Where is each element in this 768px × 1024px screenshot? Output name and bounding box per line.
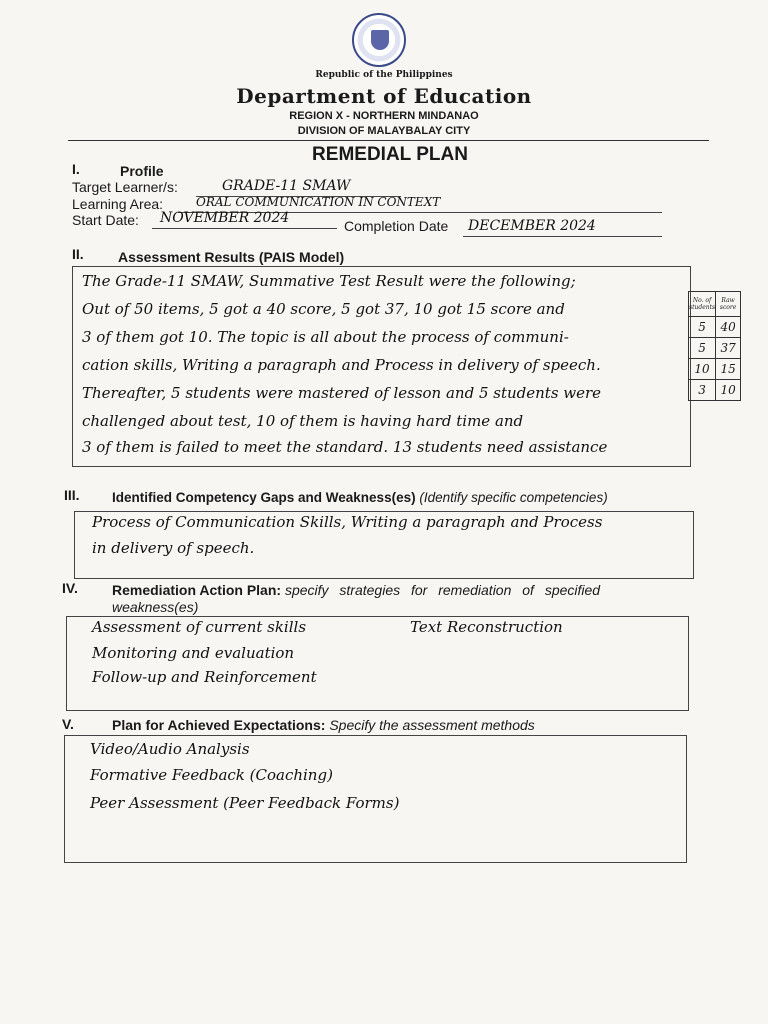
section-2-title: Assessment Results (PAIS Model) [118,249,345,265]
gaps-line: in delivery of speech. [92,539,255,557]
completion-date-line [463,236,662,237]
score-table-cell: 10 [689,359,716,380]
section-5-heading: Plan for Achieved Expectations: [112,717,326,733]
section-4-heading: Remediation Action Plan: [112,582,282,598]
section-5-note: Specify the assessment methods [329,717,535,733]
assessment-line: 3 of them got 10. The topic is all about the process of communi- [82,328,569,346]
score-table-cell: 37 [716,338,741,359]
target-learner-label: Target Learner/s: [72,179,178,195]
division-heading: DIVISION OF MALAYBALAY CITY [297,125,471,137]
score-table-cell: 3 [689,380,716,401]
section-3-heading: Identified Competency Gaps and Weakness(es) [112,490,416,505]
start-date-label: Start Date: [72,212,139,228]
completion-date-value: DECEMBER 2024 [468,218,596,234]
remediation-line: Follow-up and Reinforcement [92,668,317,686]
completion-date-label: Completion Date [344,218,449,234]
section-1-title: Profile [120,163,164,179]
remediation-side-item: Text Reconstruction [410,618,563,636]
header-divider [68,140,709,141]
target-learner-value: GRADE-11 SMAW [222,178,351,194]
assessment-line: cation skills, Writing a paragraph and Process in delivery of speech. [82,356,601,374]
score-table-cell: 5 [689,317,716,338]
republic-heading: Republic of the Philippines [315,70,453,80]
deped-seal-icon [352,13,406,67]
section-2-number: II. [72,246,84,262]
section-3-note: (Identify specific competencies) [419,490,608,505]
expectations-line: Video/Audio Analysis [90,740,250,758]
learning-area-value: ORAL COMMUNICATION IN CONTEXT [196,195,441,209]
section-4-note: specify strategies for remediation of specified [284,582,601,598]
page-title: REMEDIAL PLAN [312,144,468,165]
section-4-number: IV. [62,580,78,596]
section-4-note-continued: weakness(es) [112,599,199,615]
section-5-number: V. [62,716,74,732]
start-date-value: NOVEMBER 2024 [160,210,290,226]
region-heading: REGION X - NORTHERN MINDANAO [289,110,479,122]
score-table-cell: 5 [689,338,716,359]
assessment-line: challenged about test, 10 of them is having hard time and [82,412,524,430]
assessment-line: Thereafter, 5 students were mastered of lesson and 5 students were [82,384,602,402]
remediation-line: Assessment of current skills [92,618,307,636]
section-3-number: III. [64,487,80,503]
score-table [688,291,741,401]
section-5-title [112,717,535,733]
remediation-line: Monitoring and evaluation [92,644,295,662]
department-heading: Department of Education [236,84,532,108]
expectations-line: Formative Feedback (Coaching) [90,766,333,784]
section-4-title [112,582,600,598]
score-table-header: Raw score [716,292,741,317]
score-table-header: No. of students [689,292,716,317]
section-3-title [112,490,608,505]
score-table-cell: 15 [716,359,741,380]
assessment-line: The Grade-11 SMAW, Summative Test Result were the following; [82,272,576,290]
section-1-number: I. [72,161,80,177]
gaps-line: Process of Communication Skills, Writing a paragraph and Process [92,513,603,531]
score-table-cell: 10 [716,380,741,401]
assessment-line: 3 of them is failed to meet the standard. 13 students need assistance [82,438,608,456]
expectations-line: Peer Assessment (Peer Feedback Forms) [90,794,400,812]
assessment-line: Out of 50 items, 5 got a 40 score, 5 got 37, 10 got 15 score and [82,300,565,318]
learning-area-label: Learning Area: [72,196,164,212]
start-date-line [152,228,337,229]
score-table-cell: 40 [716,317,741,338]
